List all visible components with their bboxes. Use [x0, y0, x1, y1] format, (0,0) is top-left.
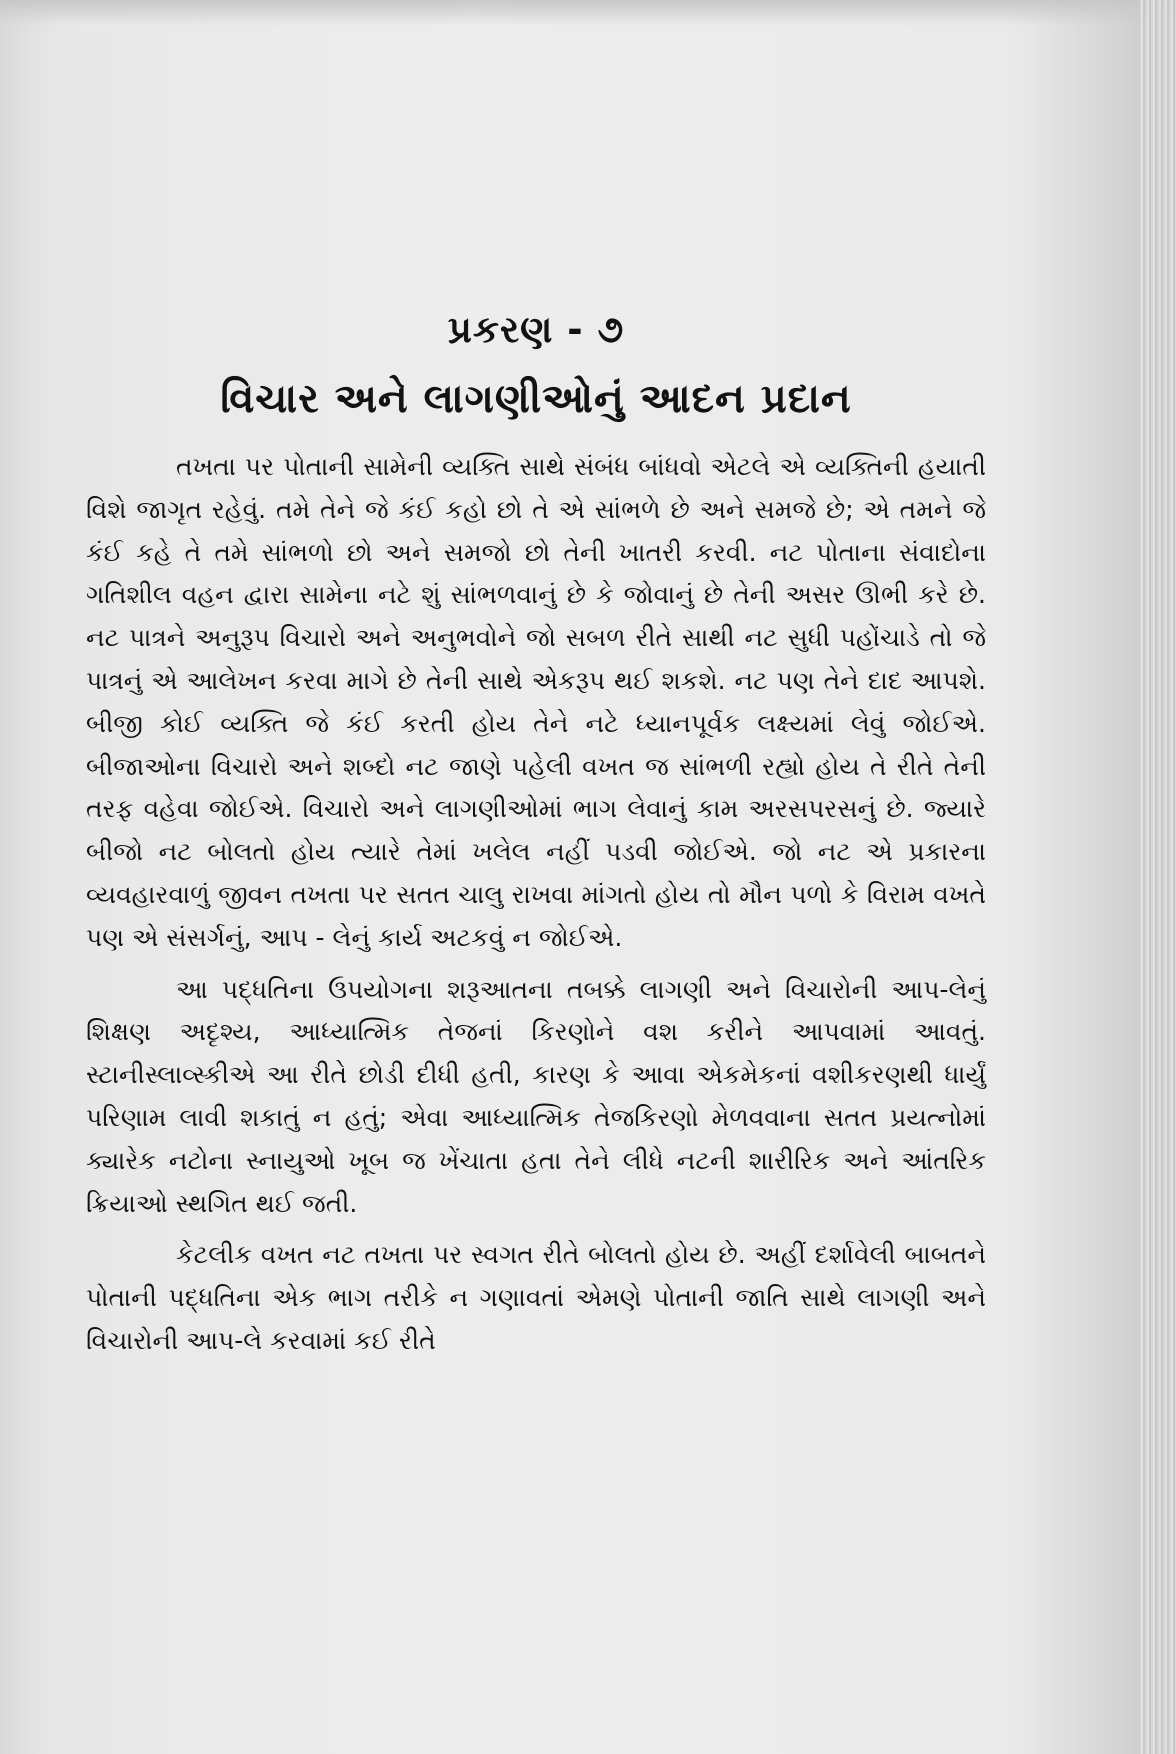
page-top-shadow	[0, 0, 1176, 26]
paragraph-3: કેટલીક વખત નટ તખતા પર સ્વગત રીતે બોલતો હોય છે. અહીં દર્શાવેલી બાબતને પોતાની પદ્ધતિના એક ભાગ તરીકે ન ગણાવતાં એમણે પોતાની જાતિ સાથે લાગણી અને વિચારોની આપ-લે કરવામાં કઈ રીતે	[86, 1240, 986, 1355]
chapter-number: પ્રકરણ - ૭	[447, 308, 625, 351]
page-content	[86, 306, 986, 1363]
paragraph-1: તખતા પર પોતાની સામેની વ્યક્તિ સાથે સંબંધ બાંધવો એટલે એ વ્યક્તિની હયાતી વિશે જાગૃત રહેવું. તમે તેને જે કંઈ કહો છો તે એ સાંભળે છે અને સમજે છે; એ તમને જે કંઈ કહે તે તમે સાંભળો છો અને સમજો છો તેની ખાતરી કરવી. નટ પોતાના સંવાદોના ગતિશીલ વહન દ્વારા સામેના નટે શું સાંભળવાનું છે કે જોવાનું છે તેની અસર ઊભી કરે છે. નટ પાત્રને અનુરૂપ વિચારો અને અનુભવોને જો સબળ રીતે સાથી નટ સુધી પહોંચાડે તો જે પાત્રનું એ આલેખન કરવા માગે છે તેની સાથે એકરૂપ થઈ શકશે. નટ પણ તેને દાદ આપશે. બીજી કોઈ વ્યક્તિ જે કંઈ કરતી હોય તેને નટે ધ્યાનપૂર્વક લક્ષ્યમાં લેવું જોઈએ. બીજાઓના વિચારો અને શબ્દો નટ જાણે પહેલી વખત જ સાંભળી રહ્યો હોય તે રીતે તેની તરફ વહેવા જોઈએ. વિચારો અને લાગણીઓમાં ભાગ લેવાનું કામ અરસપરસનું છે. જ્યારે બીજો નટ બોલતો હોય ત્યારે તેમાં ખલેલ નહીં પડવી જોઈએ. જો નટ એ પ્રકારના વ્યવહારવાળું જીવન તખતા પર સતત ચાલુ રાખવા માંગતો હોય તો મૌન પળો કે વિરામ વખતે પણ એ સંસર્ગનું, આપ - લેનું કાર્ય અટકવું ન જોઈએ.	[86, 452, 986, 952]
paragraph-2: આ પદ્ધતિના ઉપયોગના શરૂઆતના તબક્કે લાગણી અને વિચારોની આપ-લેનું શિક્ષણ અદૃશ્ય, આધ્યાત્મિક તેજનાં કિરણોને વશ કરીને આપવામાં આવતું. સ્ટાનીસ્લાવ્સ્કીએ આ રીતે છોડી દીધી હતી, કારણ કે આવા એકમેકનાં વશીકરણથી ધાર્યું પરિણામ લાવી શકાતું ન હતું; એવા આધ્યાત્મિક તેજકિરણો મેળવવાના સતત પ્રયત્નોમાં ક્યારેક નટોના સ્નાયુઓ ખૂબ જ ખેંચાતા હતા તેને લીધે નટની શારીરિક અને આંતરિક ક્રિયાઓ સ્થગિત થઈ જતી.	[86, 974, 986, 1218]
page-edge-stack	[1140, 0, 1176, 1754]
chapter-title: વિચાર અને લાગણીઓનું આદન પ્રદાન	[220, 376, 852, 422]
